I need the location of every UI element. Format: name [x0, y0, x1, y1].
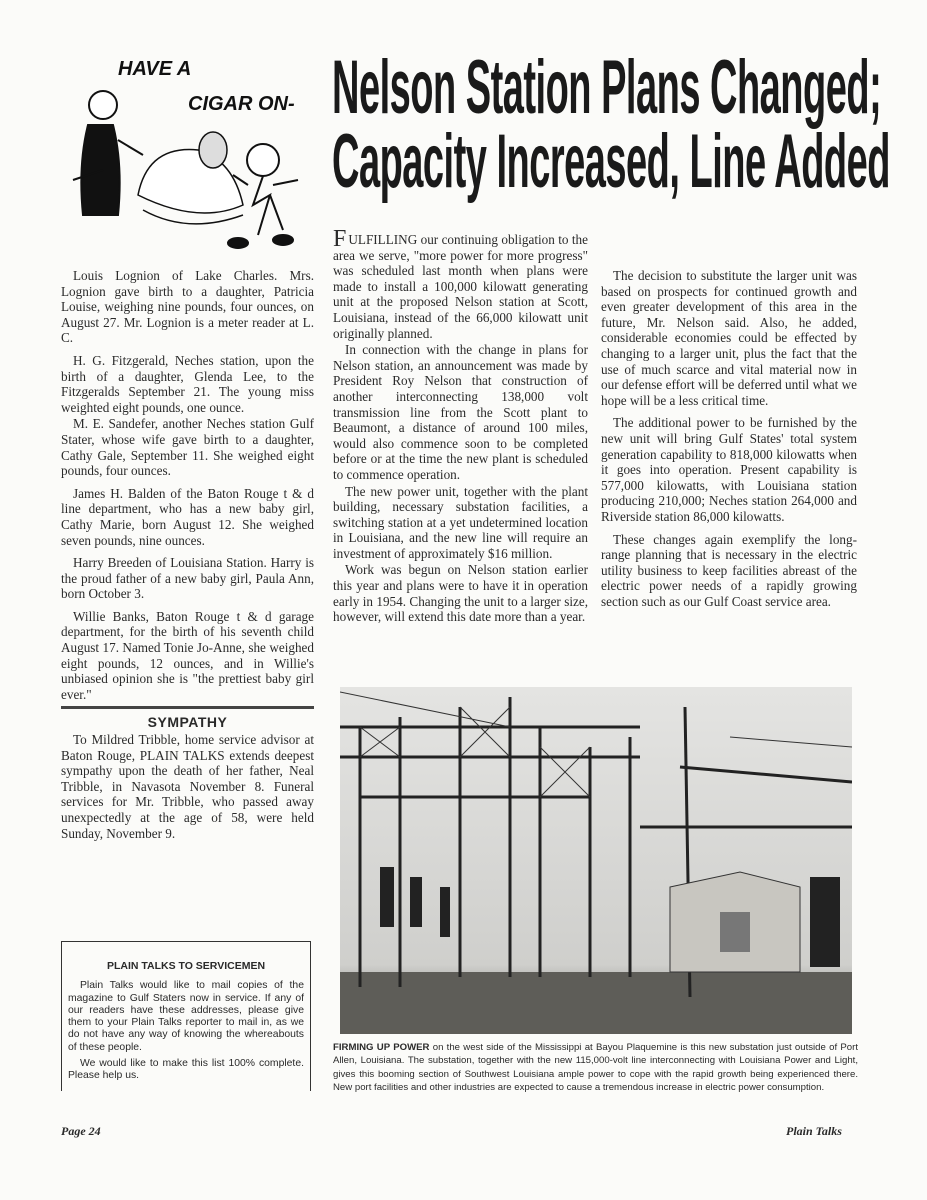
article-column-1: [333, 226, 588, 626]
servicemen-paragraph: Plain Talks would like to mail copies of the magazine to Gulf Staters now in service. If any of our readers have these addresses, please give them to your Plain Talks reporter to mail in, as we do not have any way of knowing the whereabouts of these people.: [68, 980, 304, 1053]
article-paragraph: In connection with the change in plans for Nelson station, an announcement was made by President Roy Nelson that construction of another interconnecting 138,000 volt transmission line from the Scott plant to Beaumont, a distance of around 100 miles, would also commence soon to be completed before or at the time the new plant is scheduled to commence operation.: [333, 342, 588, 482]
headline-line-1: Nelson Station Plans Changed;: [332, 45, 882, 130]
servicemen-paragraph: We would like to make this list 100% complete. Please help us.: [68, 1058, 304, 1082]
article-paragraph: The additional power to be furnished by the new unit will bring Gulf States' total system generation capability to 818,000 kilowatts when it goes into operation. Present capability is 577,000 kilowatts, with Louisiana station producing 210,000; Neches station 264,000 and Riverside station 86,000 kilowatts.: [601, 415, 857, 524]
drop-cap: F: [333, 226, 347, 252]
article-paragraph: The new power unit, together with the plant building, necessary substation facilities, a switching station at a yet undetermined location in Louisiana, and the new line will require an investment of approximately $16 million.: [333, 483, 588, 561]
article-paragraph: [333, 226, 588, 341]
caption-text: on the west side of the Mississippi at Bayou Plaquemine is this new substation just outside of Port Allen, Louisiana. The substation, together with the new 115,000-volt line interconnecting with Louisiana Power and Light, gives this booming section of Southwest Louisiana ample power to cope with the rapid growth being experienced there. New port facilities and other industries are expected to cause a tremendous increase in electric power consumption.: [333, 1042, 858, 1094]
article-paragraph-text: ULFILLING our continuing obligation to the area we serve, "more power for more progress" was scheduled last month when plans were made to install a 100,000 kilowatt generating unit at the proposed Nelson station at Scott, Louisiana, instead of the 66,000 kilowatt unit originally planned.: [333, 232, 588, 341]
cradle: [138, 132, 243, 224]
announcement-paragraph: Willie Banks, Baton Rouge t & d garage department, for the birth of his seventh child August 17. Named Tonie Jo-Anne, she weighed eight pounds, 12 ounces, and in Willie's unbiased opinion she is "the prettiest baby girl ever.": [61, 608, 314, 702]
article-column-2: [601, 216, 857, 616]
announcement-paragraph: M. E. Sandefer, another Neches station Gulf Stater, whose wife gave birth to a daughter, Cathy Gale, September 11. She weighed eight pounds, four ounces.: [61, 416, 314, 479]
birth-announcements-column: [61, 268, 314, 848]
headline-line-2: Capacity Increased, Line Added: [332, 119, 890, 204]
sympathy-paragraph: To Mildred Tribble, home service advisor at Baton Rouge, PLAIN TALKS extends deepest sympathy upon the death of her father, Neal Tribble, in Navasota November 8. Funeral services for Mr. Tribble, who passed away unexpectedly at the age of 58, were held Sunday, November 9.: [61, 732, 314, 841]
article-paragraph: Work was begun on Nelson station earlier this year and plans were to have it in operation early in 1954. Changing the unit to a larger size, however, will extend this date more than a year.: [333, 562, 588, 625]
announcement-paragraph: James H. Balden of the Baton Rouge t & d line department, who has a new baby girl, Cathy Marie, born August 12. She weighed seven pounds, nine ounces.: [61, 485, 314, 548]
announcement-paragraph: H. G. Fitzgerald, Neches station, upon the birth of a daughter, Glenda Lee, to the Fitzgeralds September 21. The young miss weighted eight pounds, one ounce.: [61, 352, 314, 415]
article-paragraph: The decision to substitute the larger unit was based on prospects for continued growth and even greater development of this area in the future, Mr. Nelson said. Also, he added, considerable economies could be effected by changing to a larger unit, plus the fact that the use of much scarce and vital material now in our defense effort will be deferred until what we hope will be a less critical time.: [601, 268, 857, 408]
photo-caption: [333, 1041, 858, 1095]
cigar-cartoon-illustration: [58, 45, 328, 255]
cartoon-caption-line2: CIGAR ON-: [188, 93, 295, 115]
announcement-paragraph: Harry Breeden of Louisiana Station. Harry is the proud father of a new baby girl, Paula Ann, born October 3.: [61, 555, 314, 602]
substation-photo: [340, 687, 852, 1034]
man-figure: [73, 91, 143, 215]
caption-lead: FIRMING UP POWER: [333, 1042, 430, 1053]
servicemen-heading: PLAIN TALKS TO SERVICEMEN: [106, 960, 266, 972]
sympathy-heading: SYMPATHY: [147, 714, 228, 731]
section-divider: [61, 706, 314, 709]
announcement-paragraph: Louis Lognion of Lake Charles. Mrs. Lognion gave birth to a daughter, Patricia Louise, weighing nine pounds, four ounces, on August 27. Mr. Lognion is a meter reader at L. C.: [61, 268, 314, 346]
page-number: Page 24: [61, 1124, 101, 1138]
magazine-name: Plain Talks: [786, 1124, 842, 1138]
article-paragraph: These changes again exemplify the long-range planning that is necessary in the electric utility business to keep facilities abreast of the electric power needs of a rapidly growing section such as our Gulf Coast service area.: [601, 531, 857, 609]
servicemen-notice-box: [61, 941, 311, 1091]
cartoon-caption-line1: HAVE A: [118, 58, 192, 80]
